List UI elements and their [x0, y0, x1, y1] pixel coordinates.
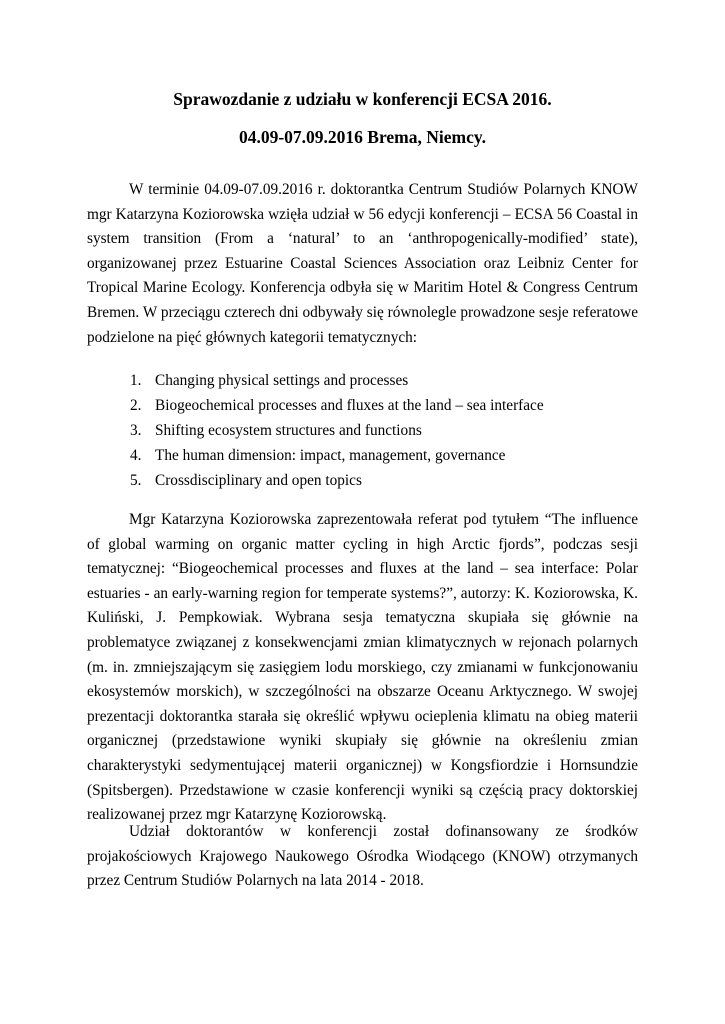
topic-list	[130, 368, 630, 493]
list-item-number: 1.	[130, 372, 142, 389]
list-item-label: Changing physical settings and processes	[155, 372, 409, 389]
paragraph-conference-intro: W terminie 04.09-07.09.2016 r. doktorantka Centrum Studiów Polarnych KNOW mgr Katarzyna Koziorowska wzięła udział w 56 edycji konferencji – ECSA 56 Coastal in system transition (From a ‘natural’ to an ‘anthropogenically-modified’ state), organizowanej przez Estuarine Coastal Sciences Association oraz Leibniz Center for Tropical Marine Ecology. Konferencja odbyła się w Maritim Hotel & Congress Centrum Bremen. W przeciągu czterech dni odbywały się równolegle prowadzone sesje referatowe podzielone na pięć głównych kategorii tematycznych:	[87, 181, 638, 346]
paragraph-presentation: Mgr Katarzyna Koziorowska zaprezentowała referat pod tytułem “The influence of global warming on organic matter cycling in high Arctic fjords”, podczas sesji tematycznej: “Biogeochemical processes and fluxes at the land – sea interface: Polar estuaries - an early-warning region for temperate systems?”, autorzy: K. Koziorowska, K. Kuliński, J. Pempkowiak. Wybrana sesja tematyczna skupiała się głównie na problematyce związanej z konsekwencjami zmian klimatycznych w rejonach polarnych (m. in. zmniejszającym się zasięgiem lodu morskiego, czy zmianami w funkcjonowaniu ekosystemów morskich), w szczególności na obszarze Oceanu Arktycznego. W swojej prezentacji doktorantka starała się określić wpływu ocieplenia klimatu na obieg materii organicznej (przedstawione wyniki skupiały się głównie na określeniu zmian charakterystyki sedymentującej materii organicznej) w Kongsfiordzie i Hornsundzie (Spitsbergen). Przedstawione w czasie konferencji wyniki są częścią pracy doktorskiej realizowanej przez mgr Katarzynę Koziorowską.	[87, 511, 638, 824]
list-item-label: Shifting ecosystem structures and functions	[155, 422, 422, 439]
paragraph-funding: Udział doktorantów w konferencji został dofinansowany ze środków projakościowych Krajowego Naukowego Ośrodka Wiodącego (KNOW) otrzymanych przez Centrum Studiów Polarnych na lata 2014 - 2018.	[87, 823, 638, 890]
list-item	[130, 418, 630, 443]
list-item-label: Biogeochemical processes and fluxes at the land – sea interface	[155, 397, 544, 414]
list-item-number: 5.	[130, 472, 142, 489]
list-item-number: 3.	[130, 422, 142, 439]
document-title: Sprawozdanie z udziału w konferencji ECSA 2016.	[173, 89, 552, 109]
list-item-number: 4.	[130, 447, 142, 464]
list-item-label: The human dimension: impact, management, governance	[155, 447, 506, 464]
document-subtitle-date-location: 04.09-07.09.2016 Brema, Niemcy.	[238, 127, 487, 147]
list-item	[130, 443, 630, 468]
list-item	[130, 368, 630, 393]
list-item-number: 2.	[130, 397, 142, 414]
list-item-label: Crossdisciplinary and open topics	[155, 472, 362, 489]
list-item	[130, 468, 630, 493]
list-item	[130, 393, 630, 418]
